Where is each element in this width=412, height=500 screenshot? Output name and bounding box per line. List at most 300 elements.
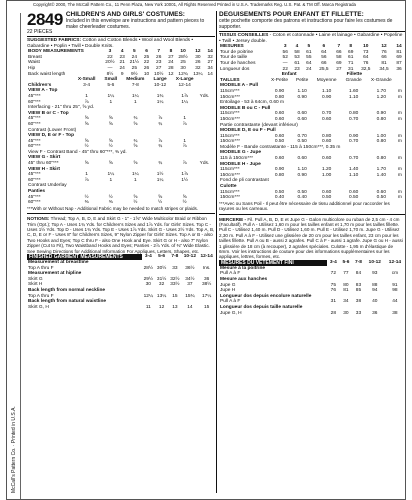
yardage-value: 1.00 xyxy=(376,133,386,139)
extra-note: Modèle F - Bande contrastante - 115 à 150cm***, 0.35 m xyxy=(220,144,341,150)
pieces-count: 22 PIECES xyxy=(27,29,53,35)
fabric-width: 45"*** xyxy=(28,116,41,122)
yardage-value: 1.10 xyxy=(348,94,359,100)
fr-measurements-table xyxy=(219,44,405,72)
yardage-value: 1 xyxy=(183,116,186,122)
fr-nap-note: ***Avec ou Sans Poil - Il peut être nécessaire de tissu additionnel pour raccorder les rayures ou les carreaux. xyxy=(219,200,390,212)
size-header: 3 xyxy=(283,44,287,50)
yardage-value: ⅝ xyxy=(182,194,187,200)
yardage-value: ⅞ xyxy=(158,116,163,122)
yardage-value: ¾ xyxy=(158,121,163,127)
yardage-value: ½ xyxy=(182,200,187,206)
row-value: 87 xyxy=(396,60,402,66)
fabric-width: 150cm*** xyxy=(220,139,240,145)
yardage-value: ½ xyxy=(108,194,113,200)
size-range: 3-4 xyxy=(329,260,337,266)
size-range: 3-4 xyxy=(144,254,152,260)
pattern-title: CHILDREN'S AND GIRLS' COSTUMES: xyxy=(65,11,185,18)
french-column xyxy=(219,11,405,316)
divider xyxy=(219,214,405,215)
row-value: 13¼ xyxy=(193,71,203,77)
unit: m xyxy=(397,116,402,122)
yardage-value: 1.10 xyxy=(321,88,332,94)
body-measurements-table xyxy=(27,49,215,77)
model-label: MODELE H - Jupe xyxy=(220,161,261,167)
yardage-value: 0.40 xyxy=(297,195,307,201)
yardage-value: 0.60 xyxy=(274,116,285,122)
value: 91 xyxy=(392,282,398,288)
size-name: Medium xyxy=(126,77,145,83)
item-label: Pull A à F xyxy=(220,299,241,305)
row-value: 10 xyxy=(143,71,150,77)
yardage-value: 1.70 xyxy=(376,88,386,94)
extra-note: Fond de pli contrastant xyxy=(220,178,269,184)
row-value: 34,5 xyxy=(379,66,389,72)
mesures-label: MESURES xyxy=(220,44,244,50)
size-range: 10-12 xyxy=(368,260,381,266)
value: 38½ xyxy=(201,282,212,288)
yardage-value: ⅝ xyxy=(108,116,113,122)
size-header: 12 xyxy=(195,49,201,55)
size-name: Moyenne xyxy=(316,77,337,83)
yardage-value: 0.60 xyxy=(297,156,307,162)
fabric-width: 115cm*** xyxy=(220,133,240,139)
item-label: Pull A à F xyxy=(220,271,241,277)
unit: m xyxy=(397,156,402,162)
yardage-value: 1 xyxy=(134,99,137,105)
extra-note: Entoilage - 53 à 64cm, 0.60 m xyxy=(220,100,284,106)
fabric-width: 115cm*** xyxy=(220,88,240,94)
row-value: 64 xyxy=(306,60,312,66)
row-value: 14 xyxy=(207,71,213,77)
row-value: 12¾ xyxy=(178,71,188,77)
yardage-value: 0.60 xyxy=(297,111,307,117)
yardage-value: 0.60 xyxy=(321,139,332,145)
yardage-value: 0.80 xyxy=(376,116,386,122)
yardage-value: ⅞ xyxy=(84,99,89,105)
finished-row xyxy=(27,305,215,311)
extra-note: Contrast Underlay xyxy=(28,183,67,189)
value: 13 xyxy=(172,304,178,310)
row-value: 25 xyxy=(131,65,138,71)
column-divider xyxy=(216,11,217,493)
yardage-value: 1.70 xyxy=(376,167,386,173)
size-header: 14 xyxy=(396,44,402,50)
finished-label: FINISHED GARMENT MEASUREMENTS xyxy=(27,254,142,260)
yardage-value: 0.90 xyxy=(297,94,307,100)
row-label: Longueur dos xyxy=(220,66,250,72)
yardage-value: 0.80 xyxy=(348,111,359,117)
yardage-value: ⅞ xyxy=(84,177,89,183)
yardage-value: 0.60 xyxy=(321,189,332,195)
notions-label: NOTIONS: xyxy=(27,216,50,222)
value: 75 xyxy=(330,282,337,288)
yardage-value: 0.60 xyxy=(274,111,285,117)
yardage-value: ½ xyxy=(84,144,89,150)
yardage-value: 1¼ xyxy=(107,93,115,99)
row-value: 69 xyxy=(336,60,342,66)
fabric-width: 45"*** xyxy=(28,93,41,99)
model-label: Culotte xyxy=(220,184,237,190)
vet-row xyxy=(219,311,405,317)
value: 72 xyxy=(330,271,337,277)
row-value: 30 xyxy=(195,54,201,60)
value: 33 xyxy=(355,310,362,316)
size-range: 7-8 xyxy=(171,254,179,260)
nap-note: ***With or Without Nap - Additional Fabric may be needed to match stripes or plaids. xyxy=(27,205,199,211)
enfant-label: Enfant xyxy=(281,72,297,78)
fabric-width: 150cm*** xyxy=(220,94,240,100)
row-value: 20½ xyxy=(105,60,115,66)
yardage-value: 0.80 xyxy=(274,94,285,100)
value: 80 xyxy=(343,282,349,288)
fabric-width: 60"*** xyxy=(28,99,41,105)
size-range: 3-4 xyxy=(83,82,91,88)
mercerie-label: MERCERIE - xyxy=(219,216,247,222)
extra-note: Contrast (Lower Front) xyxy=(28,127,77,133)
fr-fabrics-label: TISSUS CONSEILLES xyxy=(219,33,269,38)
size-name: Grande xyxy=(345,77,362,83)
row-value: 64 xyxy=(363,55,369,61)
yardage-value: ⅝ xyxy=(158,194,163,200)
yardage-value: ½ xyxy=(158,200,163,206)
pattern-envelope-back xyxy=(6,0,406,500)
value: 85 xyxy=(355,288,362,294)
yardage-value: 1 xyxy=(134,177,137,183)
pattern-subtitle: Included in this envelope are instructions and pattern pieces to make cheerleader costumes. xyxy=(65,18,205,30)
row-value: 66 xyxy=(336,49,342,55)
view-label: Panties xyxy=(28,189,46,195)
model-label: MODELE B ou C - Pull xyxy=(220,105,271,111)
yardage-value: 1.10 xyxy=(297,167,307,173)
yardage-value: 1 xyxy=(85,93,88,99)
fr-finished-table xyxy=(219,260,405,316)
suggested-fabrics xyxy=(27,36,215,49)
row-value: 64 xyxy=(321,49,327,55)
children-label: Children's xyxy=(28,82,52,88)
yardage-value: 0.40 xyxy=(274,195,285,201)
row-value: 55 xyxy=(306,55,312,61)
group-label: Mesure aux hanches xyxy=(220,277,268,283)
yardage-value: 0.50 xyxy=(297,189,307,195)
row-value: 23 xyxy=(294,66,300,72)
row-value: 27 xyxy=(156,65,162,71)
yardage-value: 1.10 xyxy=(348,172,359,178)
row-label: Tour de hanches xyxy=(220,60,256,66)
extra-note: Interfacing - 21" thru 25", ⅝ yd. xyxy=(28,105,95,111)
yardage-value: 1¼ xyxy=(156,99,164,105)
row-value: 25 xyxy=(180,60,186,66)
fr-title: DEGUISEMENTS POUR ENFANT ET FILLETTE: xyxy=(219,11,364,18)
fabric-width: 60"*** xyxy=(28,144,41,150)
yardage-value: 0.50 xyxy=(297,139,307,145)
value: cm xyxy=(391,271,399,277)
body-meas-label: BODY MEASUREMENTS xyxy=(28,49,84,55)
yardage-value: 0.80 xyxy=(274,172,285,178)
yardage-value: 1.60 xyxy=(348,88,359,94)
fabric-width: 115cm*** xyxy=(220,167,240,173)
fabric-width: 45"*** xyxy=(28,138,41,144)
yardage-value: 1½ xyxy=(156,172,164,178)
size-name: X-Grande xyxy=(370,77,392,83)
row-value: 32 xyxy=(207,54,213,60)
yardage-value: ¾ xyxy=(133,116,138,122)
row-value: 30 xyxy=(180,65,186,71)
size-header: 8 xyxy=(169,49,173,55)
value: 40 xyxy=(372,299,378,305)
item-label: Top A thru F xyxy=(28,293,54,299)
size-name: Small xyxy=(104,77,118,83)
yardage-value: 1¼ xyxy=(181,99,188,105)
unit: Yds. xyxy=(199,161,210,167)
yardage-table xyxy=(27,77,215,206)
fabric-width: 60"*** xyxy=(28,177,41,183)
yardage-value: 0.60 xyxy=(274,156,285,162)
row-value: 26 xyxy=(143,65,150,71)
yardage-value: ⅜ xyxy=(84,200,89,206)
group-label: Measurement at breastline xyxy=(28,260,89,266)
value: 30 xyxy=(145,282,151,288)
fr-fabrics-text: - Coton et cotonnade • Laine et lainage • Gabardine • Popeline • Twill • Jersey double. xyxy=(219,33,403,44)
value: 14 xyxy=(187,304,193,310)
size-range: 5-6 xyxy=(107,82,115,88)
row-label: Breast xyxy=(28,54,42,60)
fabric-width: 45"*** xyxy=(28,172,41,178)
value: 38 xyxy=(355,299,362,305)
unit: m xyxy=(397,172,402,178)
value: 77 xyxy=(343,271,349,277)
english-column xyxy=(27,11,215,310)
value: 36 xyxy=(372,310,378,316)
yardage-value: 0.90 xyxy=(274,167,285,173)
value: 29½ xyxy=(143,276,153,282)
size-name: X-Petite xyxy=(270,77,289,83)
value: 30½ xyxy=(156,265,167,271)
yardage-value: 1 xyxy=(109,177,113,183)
fabric-width: 45"*** xyxy=(28,194,41,200)
size-range: 7-8 xyxy=(355,260,362,266)
value: 30 xyxy=(343,310,349,316)
yardage-value: 0.50 xyxy=(274,139,285,145)
value: 31 xyxy=(330,299,337,305)
yardage-value: ⅝ xyxy=(84,138,89,144)
side-text: McCall's Pattern Co. · Printed in U.S.A. xyxy=(11,406,17,493)
yardage-value: ¾ xyxy=(158,161,163,167)
value: 44 xyxy=(392,299,398,305)
finished-measurements-table xyxy=(27,254,215,310)
item-label: Jupe H xyxy=(220,288,236,294)
row-value: 27 xyxy=(336,66,342,72)
side-strip xyxy=(7,13,21,499)
row-value: 81 xyxy=(396,49,402,55)
yardage-value: 1.40 xyxy=(376,172,386,178)
yardage-value: ⅞ xyxy=(158,138,163,144)
group-label: Back length from normal neckline xyxy=(28,288,106,294)
fabrics-text: Cotton and Cotton Blends • Wool and Wool Blends • Gabardine • Poplin • Twill • Double Knits. xyxy=(27,38,194,49)
row-value: 66 xyxy=(381,55,387,61)
value: 36 xyxy=(203,276,210,282)
divider xyxy=(27,213,215,214)
yardage-value: 0.90 xyxy=(348,133,359,139)
model-label: MODELE A - Pull xyxy=(220,83,259,89)
row-value: 22 xyxy=(143,60,150,66)
yardage-value: ⅝ xyxy=(133,121,138,127)
yardage-value: 1.20 xyxy=(376,94,386,100)
row-value: 12 xyxy=(168,71,174,77)
yardage-value: ⅝ xyxy=(133,144,138,150)
yardage-value: 1⅞ xyxy=(181,172,188,178)
value: 81 xyxy=(343,288,349,294)
row-value: 10½ xyxy=(154,71,164,77)
row-value: 22 xyxy=(107,54,113,60)
yardage-value: 0.60 xyxy=(274,133,285,139)
row-value: 61 xyxy=(306,49,312,55)
value: Ins. xyxy=(202,265,211,271)
row-value: 36 xyxy=(396,66,402,72)
yardage-value: ½ xyxy=(108,144,113,150)
value: 34½ xyxy=(185,276,195,282)
yardage-value: 1.20 xyxy=(321,167,332,173)
row-value: 58 xyxy=(294,49,300,55)
size-range: 12-14 xyxy=(178,82,191,88)
row-value: 25 xyxy=(143,54,150,60)
row-value: 56 xyxy=(282,49,288,55)
yardage-value: ⅝ xyxy=(108,138,113,144)
unit: m xyxy=(397,133,402,139)
value: 88 xyxy=(372,282,378,288)
yardage-value: ⅝ xyxy=(133,194,138,200)
yardage-value: 0.90 xyxy=(274,88,285,94)
fabric-width: 60"*** xyxy=(28,121,41,127)
row-value: — xyxy=(282,60,288,66)
yardage-value: ⅝ xyxy=(133,161,138,167)
size-header: 5 xyxy=(307,44,311,50)
notions xyxy=(27,216,215,254)
yardage-value: 0.50 xyxy=(321,195,332,201)
row-value: 23 xyxy=(156,60,162,66)
mercerie-text: Fil. Pull A, B, D, E et Jupe G - Galon multicolore ou ruban de 2,5 cm - 4 cm (Facultatif). Pull A - Utilisez 1,60 m pour les tailles enfant et 1,70 m pour les tailles fillette. Pull C - Utilisez 1,40 m. Pull D - Utilisez 1,60 m. Pull E - Utilisez 1,70 m. Jupe G - Utilisez 2,30 m. Pull A à F - Utilisez une glissière de 20 cm pour les tailles enfant, 23 cm pour les tailles fillette. Pull A ou B - aussi 2 agrafes. Pull C à F - aussi 1 agrafe. Jupe G ou H - aussi 1 glissière de 18 cm (à recouper), 2 agrafes spéciales. Culotte - 1,95 m d'élastique de 6mm. Voir les instructions de couture pour des informations supplémentaires sur les appliques, lettres, formes, etc. xyxy=(219,216,403,260)
size-header: 8 xyxy=(349,44,353,50)
yardage-value: 0.70 xyxy=(348,139,359,145)
row-value: 61 xyxy=(348,55,354,61)
value: 38 xyxy=(392,310,398,316)
value: 13¼ xyxy=(156,293,167,299)
fabric-width: 115cm*** xyxy=(220,189,240,195)
yardage-value: 1.40 xyxy=(348,167,359,173)
row-label: Back waist length xyxy=(28,71,66,77)
yardage-value: ¾ xyxy=(158,144,163,150)
size-header: 10 xyxy=(180,49,186,55)
row-value: 71 xyxy=(348,60,354,66)
yardage-value: ⅝ xyxy=(108,161,113,167)
size-header: 4 xyxy=(120,49,124,55)
row-value: 24 xyxy=(119,65,125,71)
yardage-value: 0.70 xyxy=(348,116,359,122)
yardage-value: ⅝ xyxy=(84,116,89,122)
size-range: 10-12 xyxy=(183,254,197,260)
yardage-value: 1¼ xyxy=(132,93,139,99)
size-header: 7 xyxy=(157,49,161,55)
group-label: Longueur dos depuis encolure naturelle xyxy=(220,293,312,299)
row-value: 56 xyxy=(321,55,327,61)
row-value: 61 xyxy=(294,60,300,66)
size-range: 5-6 xyxy=(158,254,166,260)
value: 28 xyxy=(330,310,337,316)
row-value: 8½ xyxy=(106,71,114,77)
yardage-value: 0.60 xyxy=(376,189,386,195)
group-label: Mesure à la poitrine xyxy=(220,265,266,271)
yardage-value: 0.70 xyxy=(297,133,307,139)
row-value: 58 xyxy=(336,55,342,61)
yardage-value: 1 xyxy=(109,99,113,105)
row-value: 53 xyxy=(294,55,300,61)
yardage-value: 0.70 xyxy=(321,111,332,117)
size-header: 7 xyxy=(337,44,341,50)
mercerie xyxy=(219,217,405,260)
tailles-label: TAILLES xyxy=(220,77,240,83)
row-value: 9½ xyxy=(131,71,138,77)
fabric-width: 150cm*** xyxy=(220,195,240,201)
row-value: 73 xyxy=(363,49,369,55)
yardage-value: 0.50 xyxy=(274,189,285,195)
value: 12¼ xyxy=(143,293,153,299)
model-label: MODELE G - Jupe xyxy=(220,150,262,156)
size-name: Petite xyxy=(296,77,309,83)
yardage-value: 1⅞ xyxy=(181,93,188,99)
fabric-width: 115cm*** xyxy=(220,111,240,117)
pattern-number: 2849 xyxy=(27,10,63,29)
unit: m xyxy=(397,195,402,201)
pattern-header xyxy=(27,11,215,35)
yardage-value: 1.10 xyxy=(297,88,307,94)
yardage-value: ⅝ xyxy=(108,121,113,127)
yardage-value: ⅝ xyxy=(84,161,89,167)
row-value: 26 xyxy=(156,54,162,60)
view-label: VIEW G - Skirt xyxy=(28,155,61,161)
yardage-value: 1¼ xyxy=(156,177,164,183)
value: 76 xyxy=(330,288,337,294)
row-value: 52 xyxy=(282,55,288,61)
unit: m xyxy=(397,88,402,94)
row-value: 81 xyxy=(381,60,387,66)
row-value: 32 xyxy=(195,65,201,71)
yardage-value: 0.60 xyxy=(297,116,307,122)
size-header: 3 xyxy=(108,49,112,55)
size-range: 12-14 xyxy=(200,254,213,260)
row-value: 76 xyxy=(381,49,387,55)
vet-label: MESURES DU VETEMENT FINI xyxy=(219,260,327,266)
yardage-value: 0.60 xyxy=(321,156,332,162)
row-value: 32,5 xyxy=(361,66,371,72)
unit: m xyxy=(397,94,402,100)
row-value: 21 xyxy=(119,60,125,66)
row-value: 28½ xyxy=(178,54,188,60)
size-range: 5-6 xyxy=(342,260,350,266)
view-label: VIEW A - Top xyxy=(28,88,58,94)
value: 32½ xyxy=(170,276,180,282)
yardage-value: 0.70 xyxy=(348,156,359,162)
size-name: Large xyxy=(153,77,167,83)
size-name: X-Small xyxy=(77,77,96,83)
row-value: 9 xyxy=(120,71,124,77)
value: 15 xyxy=(203,304,210,310)
size-name: X-Large xyxy=(175,77,194,83)
view-label: VIEW B or C - Top xyxy=(28,110,69,116)
group-label: Back length from natural waistline xyxy=(28,299,107,305)
fr-subtitle: cette pochette comporte des patrons et instructions pour faire les costumes de supporter. xyxy=(219,18,393,30)
row-value: 21½ xyxy=(129,60,140,66)
row-value: — xyxy=(107,65,113,71)
